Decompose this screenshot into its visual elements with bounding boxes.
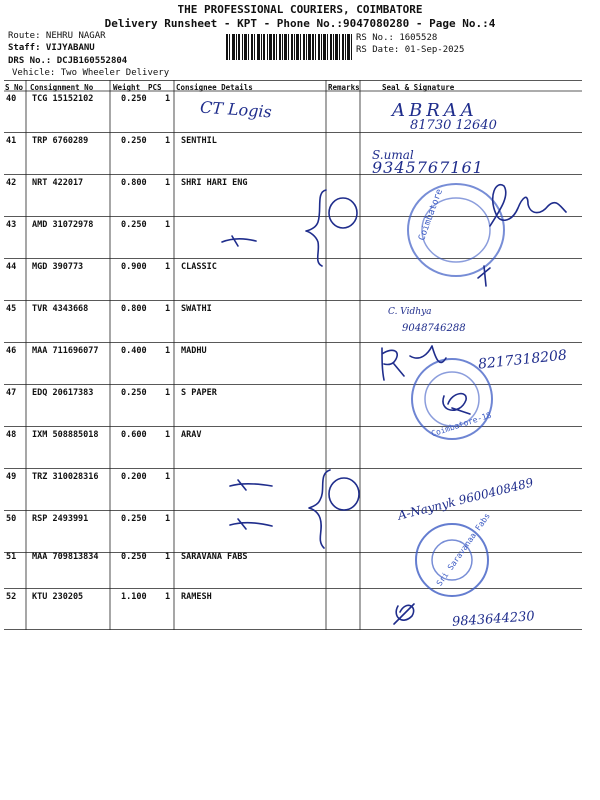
handwritten-phone-40: 81730 12640 (410, 118, 497, 133)
rs-number: RS No.: 1605528 (356, 33, 438, 43)
row-sno: 43 (6, 220, 17, 230)
row-weight: 0.250 (121, 514, 147, 524)
row-pcs: 1 (165, 220, 171, 230)
row-consignment-number: TVR 4343668 (32, 304, 89, 314)
row-pcs: 1 (165, 388, 171, 398)
row-weight: 0.250 (121, 136, 147, 146)
stamp-text-3: Sri Saravanaa Fabs (434, 511, 492, 588)
row-sno: 51 (6, 552, 17, 562)
row-consignment-number: MAA 709813834 (32, 552, 99, 562)
stamp-text-1: Coimbatore (417, 187, 446, 243)
row-weight: 0.250 (121, 552, 147, 562)
drs-number: DRS No.: DCJB160552804 (8, 56, 128, 66)
row-consignment-number: NRT 422017 (32, 178, 84, 188)
row-consignee: SHRI HARI ENG (181, 178, 248, 188)
row-consignment-number: AMD 31072978 (32, 220, 94, 230)
company-title: THE PROFESSIONAL COURIERS, COIMBATORE (177, 3, 423, 16)
row-sno: 42 (6, 178, 17, 188)
row-pcs: 1 (165, 136, 171, 146)
row-consignee: RAMESH (181, 592, 212, 602)
header-weight: Weight (113, 83, 141, 92)
row-pcs: 1 (165, 514, 171, 524)
row-weight: 1.100 (121, 592, 147, 602)
row-consignee: ARAV (181, 430, 202, 440)
row-weight: 0.250 (121, 94, 147, 104)
vehicle-label: Vehicle: Two Wheeler Delivery (12, 68, 170, 78)
route-label: Route: NEHRU NAGAR (8, 31, 106, 41)
row-sno: 40 (6, 94, 17, 104)
row-consignee: MADHU (181, 346, 207, 356)
row-pcs: 1 (165, 472, 171, 482)
handwritten-phone-46: 8217318208 (477, 347, 568, 373)
row-weight: 0.250 (121, 388, 147, 398)
row-sno: 45 (6, 304, 17, 314)
handwritten-consignee-40: CT Logis (199, 97, 273, 122)
runsheet-subtitle: Delivery Runsheet - KPT - Phone No.:9047080280 - Page No.:4 (104, 17, 496, 30)
handwritten-phone-41: 9345767161 (372, 158, 484, 177)
row-weight: 0.800 (121, 178, 147, 188)
header-consignment: Consignment No (30, 83, 94, 92)
row-consignment-number: MAA 711696077 (32, 346, 99, 356)
handwritten-signature-45: C. Vidhya (388, 307, 432, 317)
rs-date: RS Date: 01-Sep-2025 (356, 45, 465, 55)
handwritten-signature-41: S.umal (372, 148, 414, 162)
row-consignee: SARAVANA FABS (181, 552, 248, 562)
stamp-text-2: Coimbatore-18 (430, 410, 493, 439)
row-weight: 0.200 (121, 472, 147, 482)
row-consignment-number: EDQ 20617383 (32, 388, 94, 398)
row-consignment-number: RSP 2493991 (32, 514, 89, 524)
row-sno: 47 (6, 388, 17, 398)
row-pcs: 1 (165, 304, 171, 314)
row-pcs: 1 (165, 262, 171, 272)
row-sno: 49 (6, 472, 17, 482)
row-weight: 0.600 (121, 430, 147, 440)
row-consignee: CLASSIC (181, 262, 217, 272)
row-pcs: 1 (165, 346, 171, 356)
header-remarks: Remarks (328, 83, 360, 92)
row-sno: 48 (6, 430, 17, 440)
handwritten-phone-45: 9048746288 (402, 323, 466, 334)
handwritten-signature-50: A-Naynyk 9600408489 (396, 475, 535, 523)
row-consignment-number: KTU 230205 (32, 592, 84, 602)
row-pcs: 1 (165, 552, 171, 562)
row-weight: 0.900 (121, 262, 147, 272)
row-weight: 0.250 (121, 220, 147, 230)
row-sno: 44 (6, 262, 17, 272)
header-consignee: Consignee Details (176, 83, 253, 92)
row-consignment-number: TRP 6760289 (32, 136, 89, 146)
row-weight: 0.400 (121, 346, 147, 356)
row-pcs: 1 (165, 94, 171, 104)
row-consignment-number: MGD 390773 (32, 262, 84, 272)
row-sno: 52 (6, 592, 17, 602)
row-consignment-number: IXM 508885018 (32, 430, 99, 440)
staff-label: Staff: VIJYABANU (8, 43, 95, 53)
handwritten-phone-52: 9843644230 (451, 609, 536, 630)
row-consignee: SWATHI (181, 304, 212, 314)
header-pcs: PCS (148, 83, 162, 92)
row-consignee: SENTHIL (181, 136, 217, 146)
row-sno: 46 (6, 346, 17, 356)
row-sno: 41 (6, 136, 17, 146)
row-sno: 50 (6, 514, 17, 524)
header-seal: Seal & Signature (382, 83, 455, 92)
row-consignment-number: TCG 15152102 (32, 94, 94, 104)
row-pcs: 1 (165, 178, 171, 188)
barcode (226, 34, 352, 60)
header-sno: S No (5, 83, 24, 92)
row-pcs: 1 (165, 430, 171, 440)
row-pcs: 1 (165, 592, 171, 602)
handwritten-signature-40: ABRAA (392, 100, 478, 121)
row-weight: 0.800 (121, 304, 147, 314)
row-consignee: S PAPER (181, 388, 217, 398)
row-consignment-number: TRZ 310028316 (32, 472, 99, 482)
